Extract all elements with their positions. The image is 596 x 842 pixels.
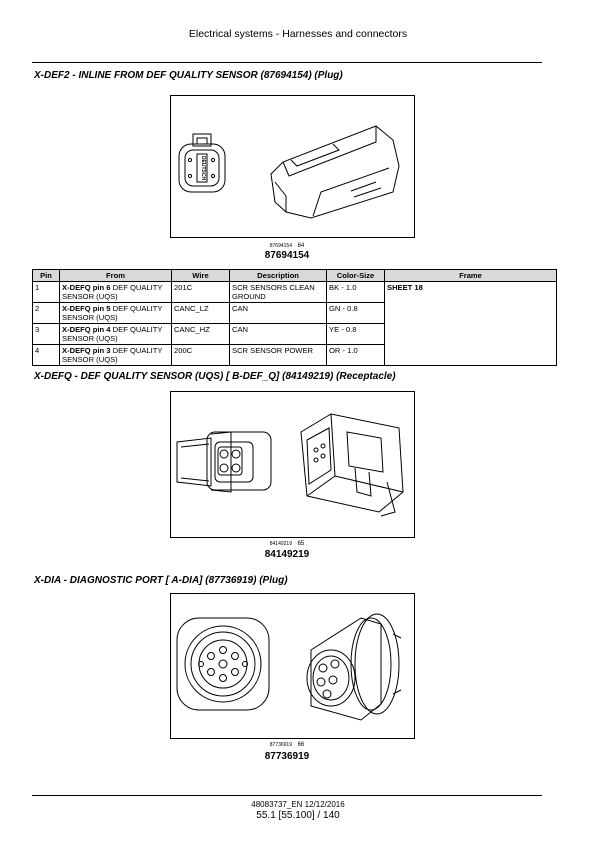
connector-drawing-87694154 <box>171 96 414 237</box>
connector-drawing-87736919 <box>171 594 414 738</box>
figure-ref-number: 87694154 <box>269 243 292 249</box>
deutsch-logo: DEUTSCH <box>200 155 206 181</box>
figure-caption-x-defq: 84149219 <box>264 549 310 560</box>
col-header-pin: Pin <box>33 270 60 282</box>
table-header-row <box>33 270 557 282</box>
cell-pin: 2 <box>33 303 60 324</box>
cell-color-size: GN - 0.8 <box>327 303 385 324</box>
table-row <box>33 282 557 303</box>
from-component: DEF QUALITY SENSOR (UQS) <box>62 346 163 364</box>
cell-wire: 201C <box>172 282 230 303</box>
figure-index: 64 <box>297 243 305 249</box>
cell-wire: CANC_LZ <box>172 303 230 324</box>
section-title-x-dia: X-DIA - DIAGNOSTIC PORT [ A-DIA] (87736919) (Plug) <box>34 575 288 586</box>
cell-pin: 1 <box>33 282 60 303</box>
from-pin: X-DEFQ pin 4 <box>62 325 111 334</box>
figure-x-def2 <box>170 95 415 238</box>
cell-wire: CANC_HZ <box>172 324 230 345</box>
cell-wire: 200C <box>172 345 230 366</box>
cell-color-size: OR - 1.0 <box>327 345 385 366</box>
footer-rule <box>32 795 542 796</box>
figure-ref-number: 87736919 <box>269 742 292 748</box>
figure-caption-x-def2: 87694154 <box>264 250 310 261</box>
figure-x-defq <box>170 391 415 538</box>
from-component: DEF QUALITY SENSOR (UQS) <box>62 283 163 301</box>
from-component: DEF QUALITY SENSOR (UQS) <box>62 325 163 343</box>
col-header-color-size: Color-Size <box>327 270 385 282</box>
figure-ref-x-dia <box>227 742 347 748</box>
cell-from <box>60 345 172 366</box>
col-header-frame: Frame <box>385 270 557 282</box>
from-pin: X-DEFQ pin 5 <box>62 304 111 313</box>
figure-index: 66 <box>297 742 305 748</box>
cell-description: SCR SENSORS CLEAN GROUND <box>230 282 327 303</box>
cell-description: SCR SENSOR POWER <box>230 345 327 366</box>
footer-page-number: 55.1 [55.100] / 140 <box>256 810 340 821</box>
cell-frame: SHEET 18 <box>385 282 557 366</box>
figure-index: 65 <box>297 541 305 547</box>
from-pin: X-DEFQ pin 3 <box>62 346 111 355</box>
from-pin: X-DEFQ pin 6 <box>62 283 111 292</box>
cell-description: CAN <box>230 324 327 345</box>
section-title-x-def2: X-DEF2 - INLINE FROM DEF QUALITY SENSOR (87694154) (Plug) <box>34 70 343 81</box>
figure-caption-x-dia: 87736919 <box>264 751 310 762</box>
col-header-description: Description <box>230 270 327 282</box>
from-component: DEF QUALITY SENSOR (UQS) <box>62 304 163 322</box>
footer-doc-id: 48083737_EN 12/12/2016 <box>251 800 345 809</box>
figure-ref-x-defq <box>227 541 347 547</box>
cell-pin: 3 <box>33 324 60 345</box>
cell-color-size: BK - 1.0 <box>327 282 385 303</box>
col-header-from: From <box>60 270 172 282</box>
section-title-x-defq: X-DEFQ - DEF QUALITY SENSOR (UQS) [ B-DEF_Q] (84149219) (Receptacle) <box>34 371 396 382</box>
cell-description: CAN <box>230 303 327 324</box>
pin-table <box>32 269 557 366</box>
cell-from <box>60 303 172 324</box>
figure-ref-x-def2 <box>227 243 347 249</box>
figure-ref-number: 84149219 <box>269 541 292 547</box>
col-header-wire: Wire <box>172 270 230 282</box>
figure-x-dia <box>170 593 415 739</box>
cell-from <box>60 324 172 345</box>
header-rule <box>32 62 542 63</box>
connector-drawing-84149219 <box>171 392 414 537</box>
cell-pin: 4 <box>33 345 60 366</box>
page-header: Electrical systems - Harnesses and connectors <box>188 28 408 40</box>
cell-from <box>60 282 172 303</box>
cell-color-size: YE - 0.8 <box>327 324 385 345</box>
